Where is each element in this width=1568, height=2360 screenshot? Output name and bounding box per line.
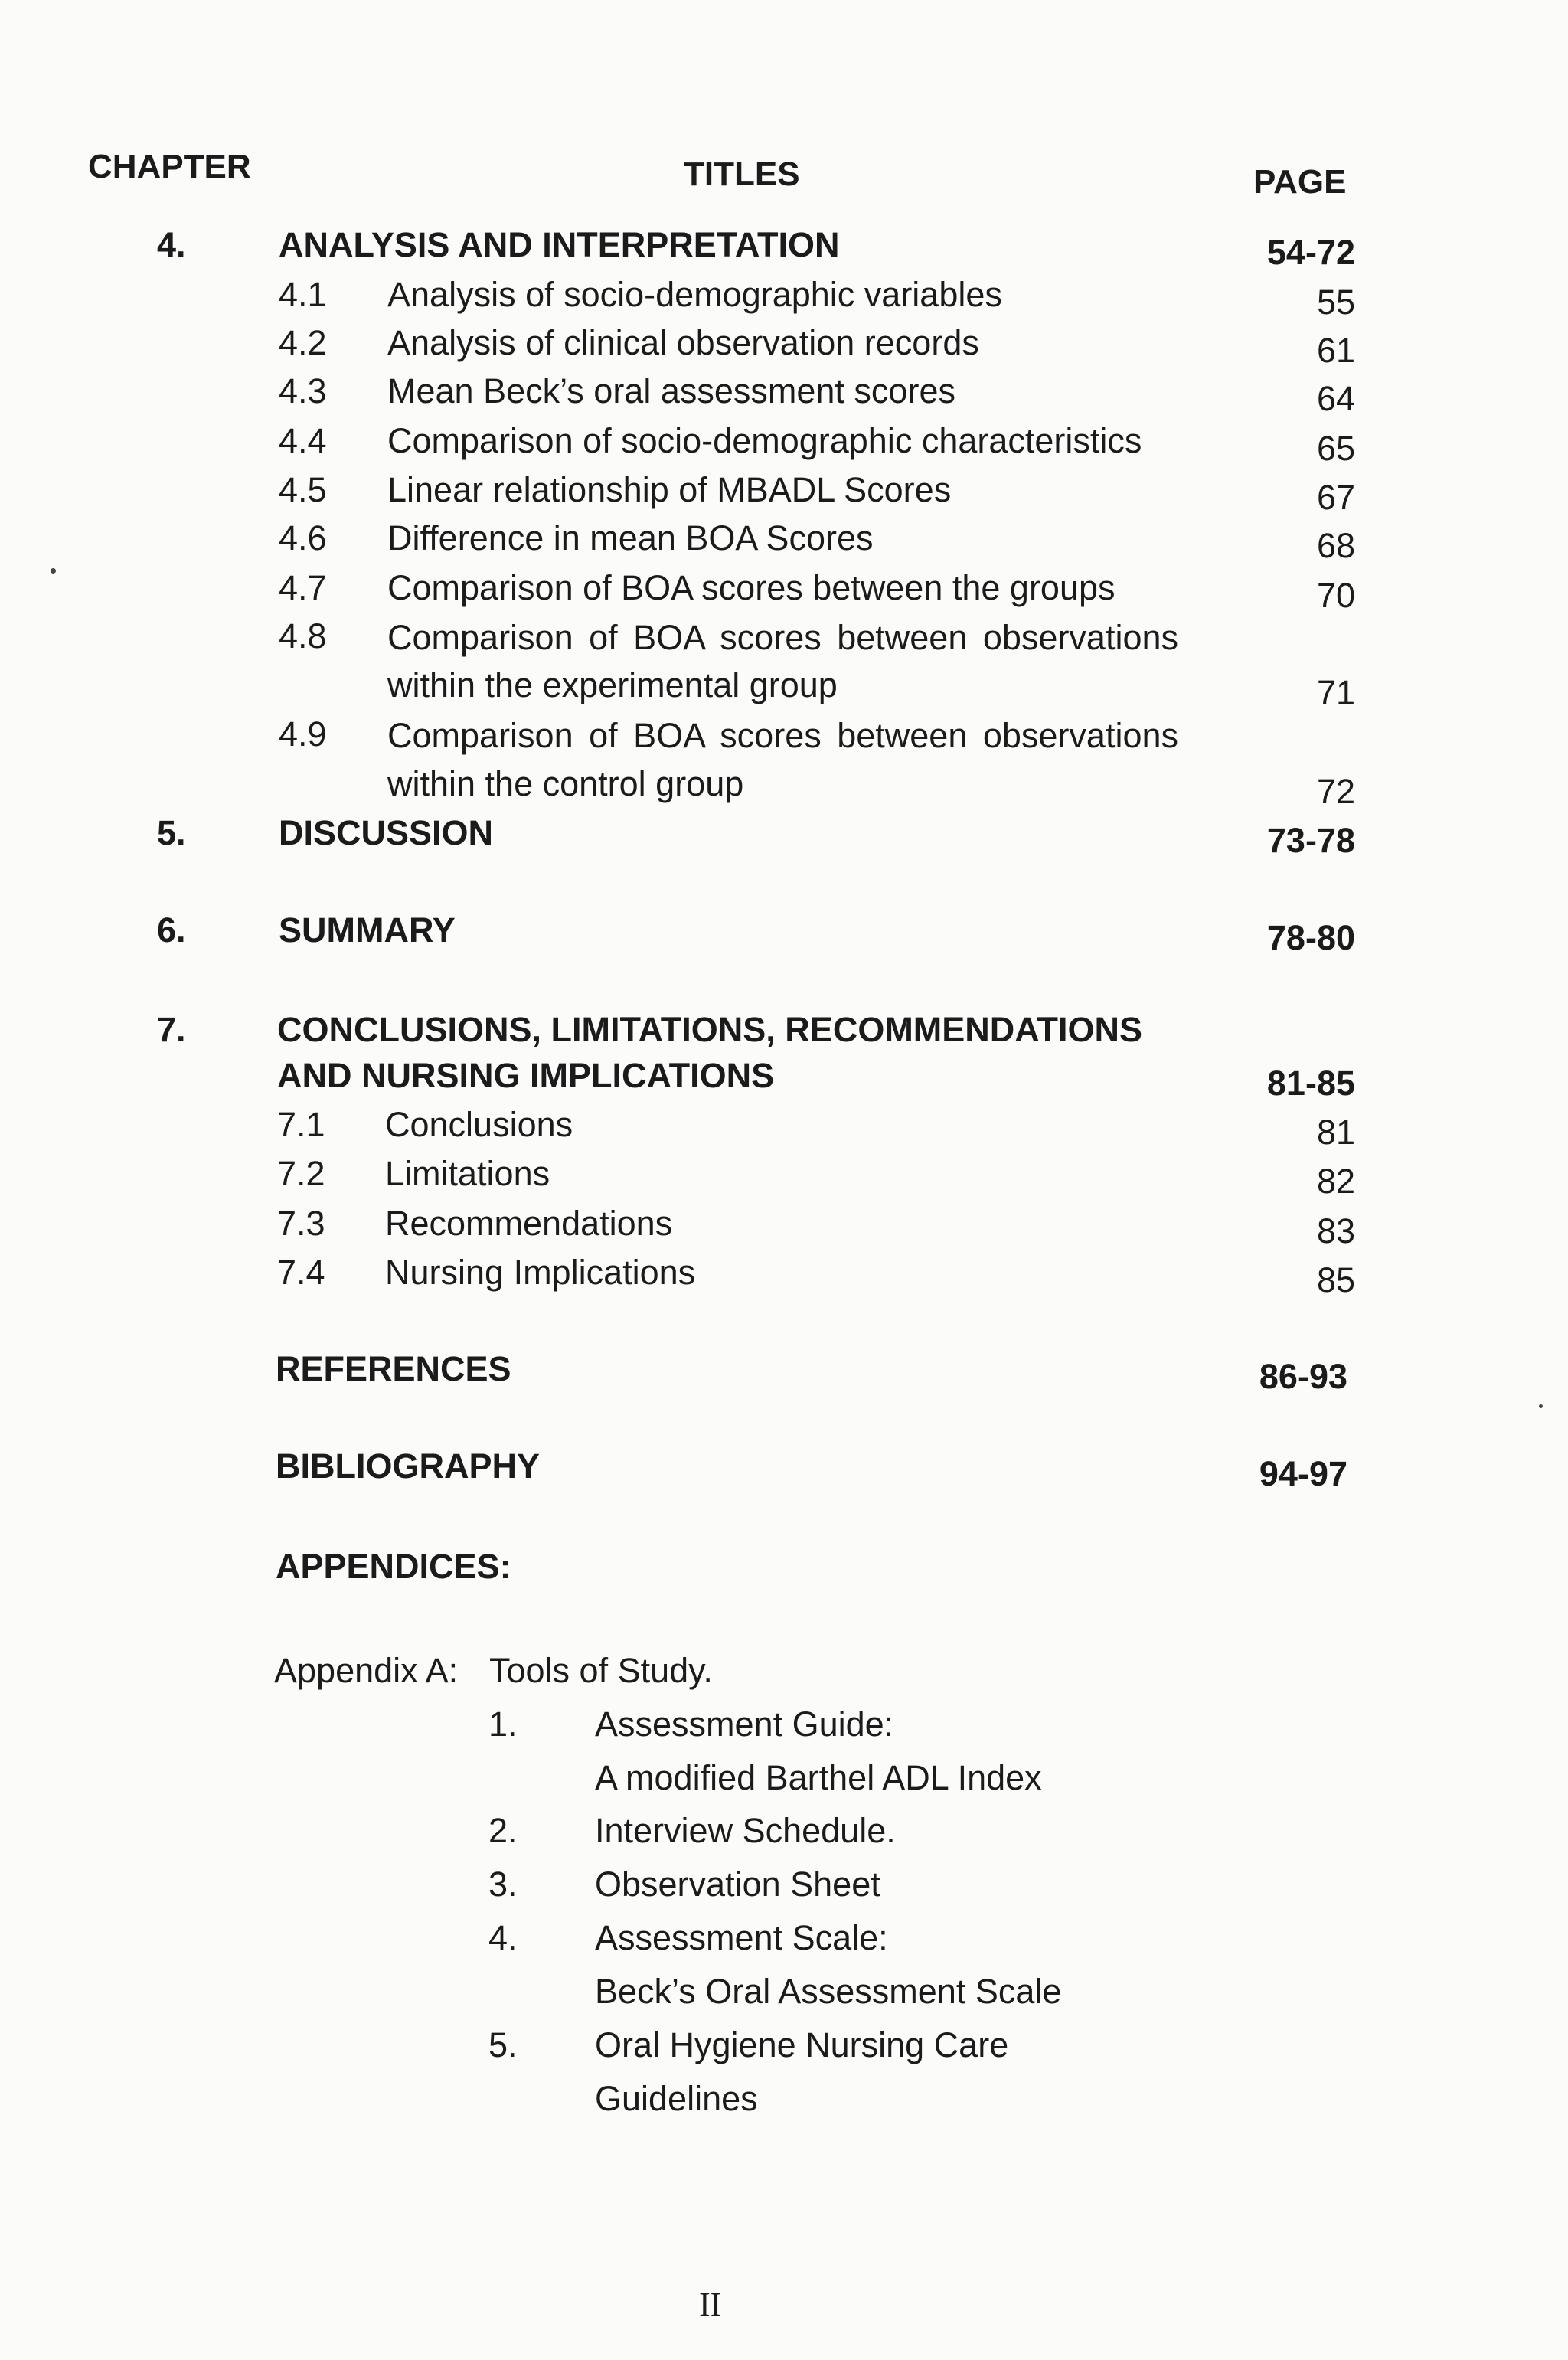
scan-speck	[1539, 1404, 1543, 1408]
appendix-item-1-subtext: A modified Barthel ADL Index	[595, 1758, 1042, 1797]
bibliography-pages: 94-97	[1259, 1454, 1348, 1493]
item-4-1-page: 55	[1316, 283, 1355, 322]
item-4-5-number: 4.5	[279, 470, 327, 509]
item-4-2-page: 61	[1316, 331, 1355, 370]
chapter-5-number: 5.	[157, 813, 186, 852]
item-4-8-text-continued: within the experimental group	[387, 665, 838, 704]
item-4-5-text: Linear relationship of MBADL Scores	[387, 470, 952, 509]
appendix-item-4-number: 4.	[488, 1918, 518, 1957]
appendix-item-2-number: 2.	[488, 1811, 518, 1850]
chapter-7-number: 7.	[157, 1010, 186, 1049]
item-4-9-text-continued: within the control group	[387, 764, 744, 803]
item-4-4-text: Comparison of socio-demographic characteristics	[387, 421, 1142, 460]
item-7-1-number: 7.1	[277, 1105, 325, 1144]
header-chapter: CHAPTER	[88, 148, 251, 185]
chapter-4-number: 4.	[157, 225, 186, 264]
appendix-item-5-number: 5.	[488, 2025, 518, 2064]
item-4-7-number: 4.7	[279, 568, 327, 607]
chapter-5-title: DISCUSSION	[279, 813, 494, 852]
header-titles: TITLES	[684, 155, 800, 193]
bibliography-title: BIBLIOGRAPHY	[276, 1446, 541, 1486]
item-4-9-text: Comparison of BOA scores between observations	[387, 716, 1179, 755]
chapter-4-pages: 54-72	[1266, 233, 1355, 272]
item-7-3-number: 7.3	[277, 1204, 325, 1243]
item-4-9-number: 4.9	[279, 714, 327, 753]
appendix-item-5-text: Oral Hygiene Nursing Care	[595, 2025, 1009, 2064]
item-4-7-page: 70	[1316, 576, 1355, 615]
chapter-7-title-continued: AND NURSING IMPLICATIONS	[277, 1056, 775, 1095]
item-7-4-number: 7.4	[277, 1253, 325, 1292]
appendix-item-4-subtext: Beck’s Oral Assessment Scale	[595, 1972, 1062, 2011]
appendix-item-5-subtext: Guidelines	[595, 2079, 758, 2118]
chapter-5-pages: 73-78	[1266, 821, 1355, 860]
item-4-3-page: 64	[1316, 379, 1355, 418]
appendices-title: APPENDICES:	[276, 1547, 511, 1586]
chapter-6-pages: 78-80	[1266, 918, 1355, 957]
item-4-3-text: Mean Beck’s oral assessment scores	[387, 371, 956, 410]
appendix-a-text: Tools of Study.	[489, 1651, 713, 1690]
item-4-1-number: 4.1	[279, 275, 327, 314]
item-7-1-text: Conclusions	[385, 1105, 573, 1144]
item-4-6-text: Difference in mean BOA Scores	[387, 518, 874, 557]
item-4-3-number: 4.3	[279, 371, 327, 410]
appendix-item-3-text: Observation Sheet	[595, 1865, 880, 1904]
item-7-4-text: Nursing Implications	[385, 1253, 696, 1292]
item-4-2-number: 4.2	[279, 323, 327, 362]
item-7-2-page: 82	[1316, 1162, 1355, 1201]
scan-speck	[51, 568, 56, 574]
item-7-3-page: 83	[1316, 1211, 1355, 1250]
item-7-4-page: 85	[1316, 1260, 1355, 1299]
item-4-2-text: Analysis of clinical observation records	[387, 323, 979, 362]
chapter-7-pages: 81-85	[1266, 1064, 1355, 1103]
appendix-item-1-text: Assessment Guide:	[595, 1705, 894, 1744]
item-4-6-page: 68	[1316, 526, 1355, 565]
item-4-8-text: Comparison of BOA scores between observations	[387, 618, 1179, 657]
references-pages: 86-93	[1259, 1357, 1348, 1396]
item-4-7-text: Comparison of BOA scores between the groups	[387, 568, 1116, 607]
appendix-item-4-text: Assessment Scale:	[595, 1918, 888, 1957]
item-4-4-page: 65	[1316, 429, 1355, 468]
chapter-4-title: ANALYSIS AND INTERPRETATION	[279, 225, 840, 264]
appendix-item-2-text: Interview Schedule.	[595, 1811, 896, 1850]
item-4-1-text: Analysis of socio-demographic variables	[387, 275, 1002, 314]
chapter-6-title: SUMMARY	[279, 910, 456, 950]
chapter-6-number: 6.	[157, 910, 186, 950]
item-4-9-page: 72	[1316, 772, 1355, 811]
chapter-7-title: CONCLUSIONS, LIMITATIONS, RECOMMENDATIONS	[277, 1010, 1142, 1049]
appendix-a-label: Appendix A:	[274, 1651, 459, 1690]
item-4-5-page: 67	[1316, 478, 1355, 517]
references-title: REFERENCES	[276, 1349, 511, 1388]
item-7-2-text: Limitations	[385, 1154, 550, 1193]
item-4-4-number: 4.4	[279, 421, 327, 460]
page-number: II	[699, 2286, 722, 2323]
item-7-1-page: 81	[1316, 1113, 1355, 1152]
appendix-item-3-number: 3.	[488, 1865, 518, 1904]
item-7-2-number: 7.2	[277, 1154, 325, 1193]
item-4-8-number: 4.8	[279, 616, 327, 655]
item-4-6-number: 4.6	[279, 518, 327, 557]
item-7-3-text: Recommendations	[385, 1204, 673, 1243]
appendix-item-1-number: 1.	[488, 1705, 518, 1744]
item-4-8-page: 71	[1316, 673, 1355, 712]
header-page: PAGE	[1253, 163, 1347, 201]
